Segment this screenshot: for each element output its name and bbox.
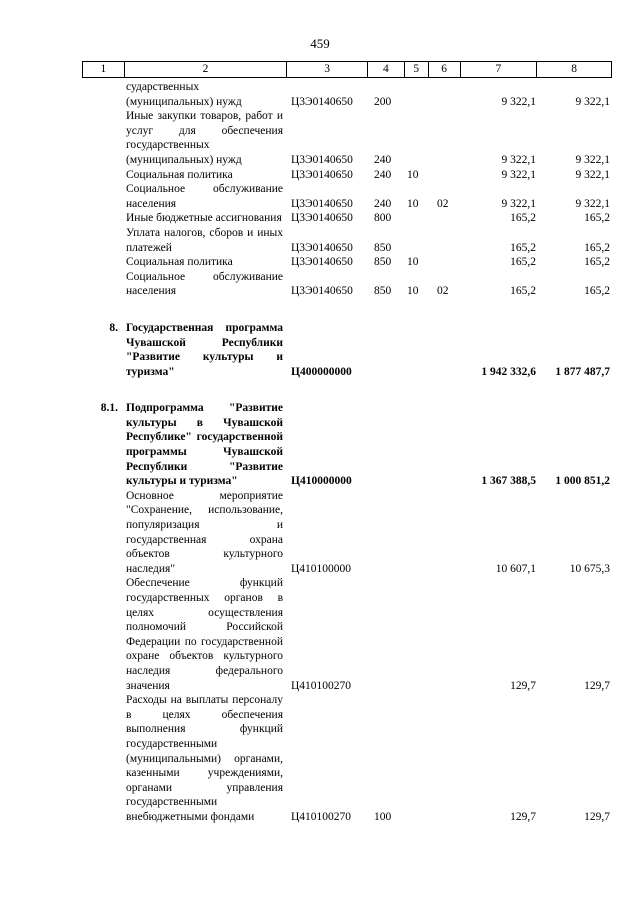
header-col-7: 7 (461, 62, 538, 77)
row-value-col7: 9 322,1 (501, 153, 536, 166)
row-code: Ц400000000 (291, 365, 352, 378)
row-value-col8: 1 000 851,2 (555, 475, 610, 488)
row-expense-type: 240 (374, 197, 392, 210)
row-expense-type: 100 (374, 810, 392, 823)
row-code: Ц3Э0140650 (291, 95, 353, 108)
table-body (82, 80, 612, 825)
row-expense-type: 240 (374, 168, 392, 181)
row-code: Ц410100270 (291, 679, 352, 692)
header-col-5: 5 (405, 62, 429, 77)
row-name: Подпрограмма "Развитие культуры в Чувашской Республике" государственной программы Чувашской Республики "Развитие культуры и туризма" (126, 402, 283, 488)
row-value-col7: 129,7 (510, 810, 536, 823)
header-col-1: 1 (83, 62, 125, 77)
row-value-col7: 1 942 332,6 (481, 365, 536, 378)
row-expense-type: 850 (374, 241, 392, 254)
header-col-3: 3 (287, 62, 368, 77)
row-value-col7: 9 322,1 (501, 197, 536, 210)
row-name: Социальное обслуживание населения (126, 270, 283, 298)
table-row (82, 489, 612, 577)
table-row (82, 693, 612, 824)
table-row (82, 270, 612, 299)
row-number: 8. (109, 321, 118, 334)
table-row (82, 182, 612, 211)
row-section: 10 (407, 285, 419, 298)
header-col-8: 8 (571, 63, 577, 75)
row-name: Государственная программа Чувашской Республики "Развитие культуры и туризма" (126, 321, 283, 378)
row-value-col8: 9 322,1 (575, 95, 610, 108)
table-row (82, 401, 612, 489)
row-subsection: 02 (437, 197, 449, 210)
row-value-col8: 129,7 (584, 810, 610, 823)
row-number: 8.1. (100, 402, 118, 415)
row-expense-type: 850 (374, 256, 392, 269)
table-row (82, 321, 612, 379)
row-value-col7: 129,7 (510, 679, 536, 692)
row-name: Иные бюджетные ассигнования (126, 212, 282, 225)
row-code: Ц3Э0140650 (291, 197, 353, 210)
row-expense-type: 240 (374, 153, 392, 166)
row-name: Уплата налогов, сборов и иных платежей (126, 226, 283, 254)
row-code: Ц410100000 (291, 562, 352, 575)
row-code: Ц3Э0140650 (291, 256, 353, 269)
row-code: Ц410100270 (291, 810, 352, 823)
row-value-col7: 9 322,1 (501, 168, 536, 181)
table-row (82, 226, 612, 255)
row-spacer (82, 299, 612, 321)
row-value-col8: 129,7 (584, 679, 610, 692)
row-value-col8: 165,2 (584, 256, 610, 269)
row-value-col8: 165,2 (584, 212, 610, 225)
row-value-col8: 9 322,1 (575, 197, 610, 210)
row-code: Ц3Э0140650 (291, 153, 353, 166)
header-col-4: 4 (368, 62, 405, 77)
row-value-col8: 10 675,3 (569, 562, 610, 575)
row-section: 10 (407, 168, 419, 181)
row-section: 10 (407, 256, 419, 269)
row-value-col7: 165,2 (510, 212, 536, 225)
table-header (82, 61, 612, 78)
row-name: Расходы на выплаты персоналу в целях обеспечения выполнения функций государственными (муниципальными) органами, казенными учреждениями, органами управления государственными внебюджетными фондами (126, 694, 283, 823)
table-row (82, 168, 612, 183)
row-expense-type: 800 (374, 212, 392, 225)
header-col-2: 2 (125, 62, 287, 77)
row-section: 10 (407, 197, 419, 210)
row-value-col7: 9 322,1 (501, 95, 536, 108)
row-subsection: 02 (437, 285, 449, 298)
row-name: Социальная политика (126, 168, 233, 181)
table-row (82, 211, 612, 226)
row-value-col7: 1 367 388,5 (481, 475, 536, 488)
row-value-col7: 165,2 (510, 241, 536, 254)
row-value-col8: 1 877 487,7 (555, 365, 610, 378)
row-value-col7: 10 607,1 (495, 562, 536, 575)
row-name: Основное мероприятие "Сохранение, использование, популяризация и государственная охрана объектов культурного наследия" (126, 489, 283, 575)
row-code: Ц410000000 (291, 475, 352, 488)
table-row (82, 109, 612, 167)
row-code: Ц3Э0140650 (291, 168, 353, 181)
row-value-col7: 165,2 (510, 256, 536, 269)
table-row (82, 80, 612, 109)
row-name: Иные закупки товаров, работ и услуг для обеспечения государственных (муниципальных) нужд (126, 110, 283, 166)
row-value-col8: 165,2 (584, 285, 610, 298)
row-spacer (82, 379, 612, 401)
row-name: сударственных (муниципальных) нужд (126, 81, 242, 108)
row-code: Ц3Э0140650 (291, 285, 353, 298)
page-number: 459 (310, 36, 330, 51)
row-name: Социальная политика (126, 256, 233, 269)
row-value-col8: 165,2 (584, 241, 610, 254)
row-value-col8: 9 322,1 (575, 153, 610, 166)
row-value-col7: 165,2 (510, 285, 536, 298)
row-value-col8: 9 322,1 (575, 168, 610, 181)
row-name: Социальное обслуживание населения (126, 183, 283, 210)
header-col-6: 6 (429, 62, 461, 77)
table-row (82, 255, 612, 270)
row-name: Обеспечение функций государственных органов в целях осуществления полномочий Российской Федерации по государственной охране объектов культурного наследия федерального значения (126, 577, 283, 692)
row-expense-type: 200 (374, 95, 392, 108)
row-code: Ц3Э0140650 (291, 212, 353, 225)
table-row (82, 576, 612, 693)
row-expense-type: 850 (374, 285, 392, 298)
row-code: Ц3Э0140650 (291, 241, 353, 254)
